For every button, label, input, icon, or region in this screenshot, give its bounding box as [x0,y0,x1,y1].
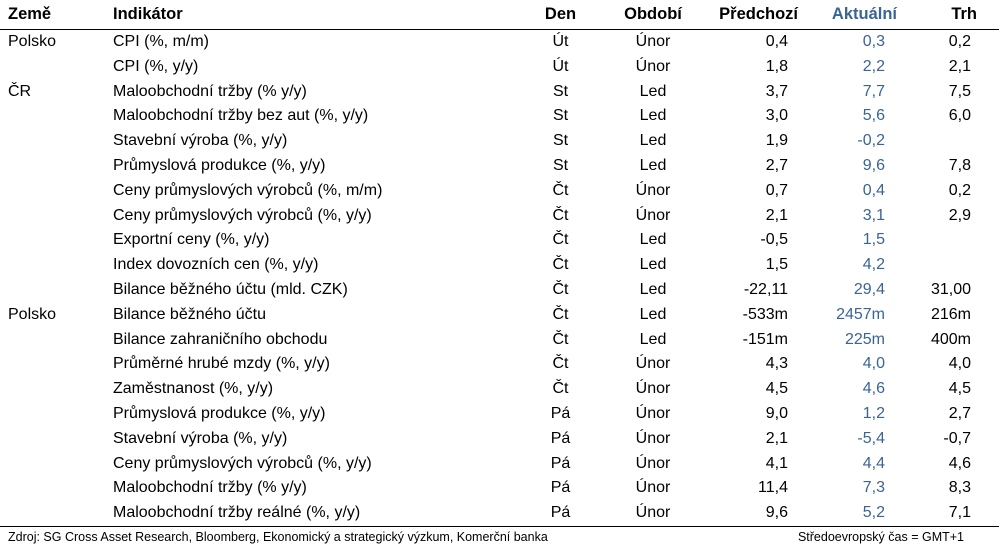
cell-market: 6,0 [948,107,971,125]
cell-actual: -0,2 [857,132,885,150]
cell-day: Pá [550,479,571,497]
cell-previous: 3,7 [765,82,788,100]
cell-country [0,204,113,229]
table-header [0,0,999,30]
cell-actual: 4,2 [862,256,885,274]
cell-indicator: Stavební výroba (%, y/y) [113,429,288,447]
cell-day: Pá [550,429,571,447]
cell-actual: 0,3 [862,33,885,50]
cell-day: Čt [552,355,569,373]
cell-market: 31,00 [930,280,971,298]
cell-previous: 0,4 [765,33,788,50]
cell-indicator: Maloobchodní tržby bez aut (%, y/y) [113,107,369,125]
cell-actual: 1,5 [862,231,885,249]
table-row [0,352,999,377]
table-row [0,179,999,204]
cell-actual: -5,4 [857,429,885,447]
cell-actual: 9,6 [862,156,885,174]
cell-country [0,179,113,204]
cell-country [0,402,113,427]
cell-market: 0,2 [948,33,971,50]
cell-actual: 3,1 [862,206,885,224]
header-period: Období [603,0,703,30]
cell-country [0,104,113,129]
cell-market: 4,0 [948,355,971,373]
cell-country [0,452,113,477]
cell-actual: 7,7 [862,82,885,100]
cell-market: 7,8 [948,156,971,174]
cell-indicator: Stavební výroba (%, y/y) [113,132,288,150]
cell-previous: 2,1 [765,206,788,224]
cell-period: Únor [635,429,671,447]
cell-period: Únor [635,380,671,398]
cell-market: 7,1 [907,501,999,526]
table-row [0,303,999,328]
cell-day: Čt [552,181,569,199]
cell-indicator: Maloobchodní tržby reálné (%, y/y) [113,501,518,526]
cell-country [0,154,113,179]
cell-actual: 4,6 [862,380,885,398]
cell-period: Únor [635,33,671,50]
cell-period: Únor [635,206,671,224]
cell-day: Čt [552,231,569,249]
cell-market: 2,1 [948,57,971,75]
cell-actual: 0,4 [862,181,885,199]
cell-period: Únor [603,501,703,526]
cell-country: ČR [8,82,32,100]
cell-period: Únor [635,479,671,497]
cell-market: 2,9 [948,206,971,224]
cell-country [0,377,113,402]
cell-previous: 4,1 [765,454,788,472]
cell-indicator: Exportní ceny (%, y/y) [113,231,270,249]
cell-country [0,501,113,526]
cell-previous: -533m [742,305,788,323]
table-row [0,402,999,427]
source-note: Zdroj: SG Cross Asset Research, Bloomberg, Ekonomický a strategický výzkum, Komerční banka [8,530,548,544]
cell-country [0,129,113,154]
cell-actual: 4,4 [862,454,885,472]
cell-market: 0,2 [948,181,971,199]
header-day: Den [518,0,603,30]
table-row [0,452,999,477]
cell-indicator: Bilance běžného účtu (mld. CZK) [113,280,348,298]
cell-market: 7,5 [948,82,971,100]
table-row [0,253,999,278]
cell-day: St [552,156,569,174]
cell-day: Čt [552,256,569,274]
cell-indicator: Bilance běžného účtu [113,305,266,323]
cell-indicator: Ceny průmyslových výrobců (%, y/y) [113,206,372,224]
cell-market: 8,3 [948,479,971,497]
cell-previous: -0,5 [760,231,788,249]
cell-day: Pá [550,454,571,472]
cell-country: Polsko [8,305,57,323]
cell-period: Únor [635,57,671,75]
cell-day: St [552,107,569,125]
cell-actual: 2457m [836,305,885,323]
cell-actual: 225m [844,330,885,348]
cell-day: Čt [552,330,569,348]
cell-previous: 1,9 [765,132,788,150]
cell-country: Polsko [8,33,57,50]
cell-country [0,427,113,452]
timezone-note: Středoevropský čas = GMT+1 [797,530,964,544]
table-row [0,476,999,501]
cell-market: 2,7 [948,404,971,422]
cell-previous: -151m [742,330,788,348]
table-row [0,427,999,452]
cell-actual: 5,2 [802,501,907,526]
cell-market [907,253,999,278]
cell-period: Led [639,256,667,274]
header-market: Trh [907,0,999,30]
table-row [0,55,999,80]
cell-indicator: Bilance zahraničního obchodu [113,330,328,348]
table-row [0,80,999,105]
cell-indicator: Ceny průmyslových výrobců (%, m/m) [113,181,383,199]
header-country: Země [0,0,113,30]
cell-previous: 3,0 [765,107,788,125]
cell-country [0,328,113,353]
cell-period: Led [639,305,667,323]
cell-country [0,55,113,80]
table-row [0,30,999,55]
cell-market: -0,7 [943,429,971,447]
cell-indicator: Index dovozních cen (%, y/y) [113,256,319,274]
cell-actual: 4,0 [862,355,885,373]
cell-day: Čt [552,380,569,398]
cell-market: 216m [930,305,971,323]
table-row [0,228,999,253]
cell-previous: 4,3 [765,355,788,373]
cell-period: Únor [635,355,671,373]
cell-previous: 1,8 [765,57,788,75]
table-row [0,104,999,129]
cell-period: Únor [635,181,671,199]
cell-previous: 2,7 [765,156,788,174]
cell-actual: 7,3 [862,479,885,497]
cell-indicator: Průměrné hrubé mzdy (%, y/y) [113,355,330,373]
cell-period: Únor [635,404,671,422]
cell-indicator: CPI (%, m/m) [113,33,209,50]
table-row [0,501,999,526]
cell-country [0,278,113,303]
header-actual: Aktuální [802,0,907,30]
header-indicator: Indikátor [113,0,518,30]
header-previous: Předchozí [703,0,802,30]
cell-indicator: Průmyslová produkce (%, y/y) [113,156,326,174]
cell-period: Led [639,280,667,298]
cell-day: Út [552,33,569,50]
cell-day: St [552,132,569,150]
table-row [0,278,999,303]
cell-day: Út [552,57,569,75]
cell-market: 4,5 [948,380,971,398]
cell-period: Led [639,132,667,150]
cell-period: Led [639,330,667,348]
cell-day: Čt [552,280,569,298]
cell-actual: 1,2 [862,404,885,422]
cell-actual: 29,4 [853,280,885,298]
cell-market [907,228,999,253]
header-row [0,0,999,30]
cell-country [0,476,113,501]
cell-day: Čt [552,206,569,224]
cell-indicator: CPI (%, y/y) [113,57,199,75]
table-row [0,377,999,402]
cell-previous: 11,4 [758,479,788,497]
cell-indicator: Maloobchodní tržby (% y/y) [113,82,307,100]
cell-day: Pá [550,404,571,422]
cell-period: Led [639,107,667,125]
table-row [0,204,999,229]
cell-previous: 4,5 [765,380,788,398]
cell-day: Pá [518,501,603,526]
cell-indicator: Maloobchodní tržby (% y/y) [113,479,307,497]
table-row [0,129,999,154]
cell-actual: 5,6 [862,107,885,125]
cell-period: Led [639,156,667,174]
cell-country [0,228,113,253]
cell-previous: 0,7 [765,181,788,199]
cell-indicator: Zaměstnanost (%, y/y) [113,380,274,398]
cell-day: St [552,82,569,100]
table-body [0,30,999,527]
cell-previous: 2,1 [765,429,788,447]
table-row [0,328,999,353]
cell-previous: 1,5 [765,256,788,274]
cell-previous: -22,11 [743,280,788,298]
cell-previous: 9,0 [765,404,788,422]
cell-period: Únor [635,454,671,472]
cell-period: Led [639,231,667,249]
cell-market: 4,6 [948,454,971,472]
table-row [0,154,999,179]
cell-previous: 9,6 [703,501,802,526]
cell-country [0,352,113,377]
cell-country [0,253,113,278]
cell-actual: 2,2 [862,57,885,75]
cell-indicator: Ceny průmyslových výrobců (%, y/y) [113,454,372,472]
footer [8,530,964,544]
cell-indicator: Průmyslová produkce (%, y/y) [113,404,326,422]
cell-day: Čt [552,305,569,323]
cell-period: Led [639,82,667,100]
cell-market [907,129,999,154]
cell-market: 400m [930,330,971,348]
